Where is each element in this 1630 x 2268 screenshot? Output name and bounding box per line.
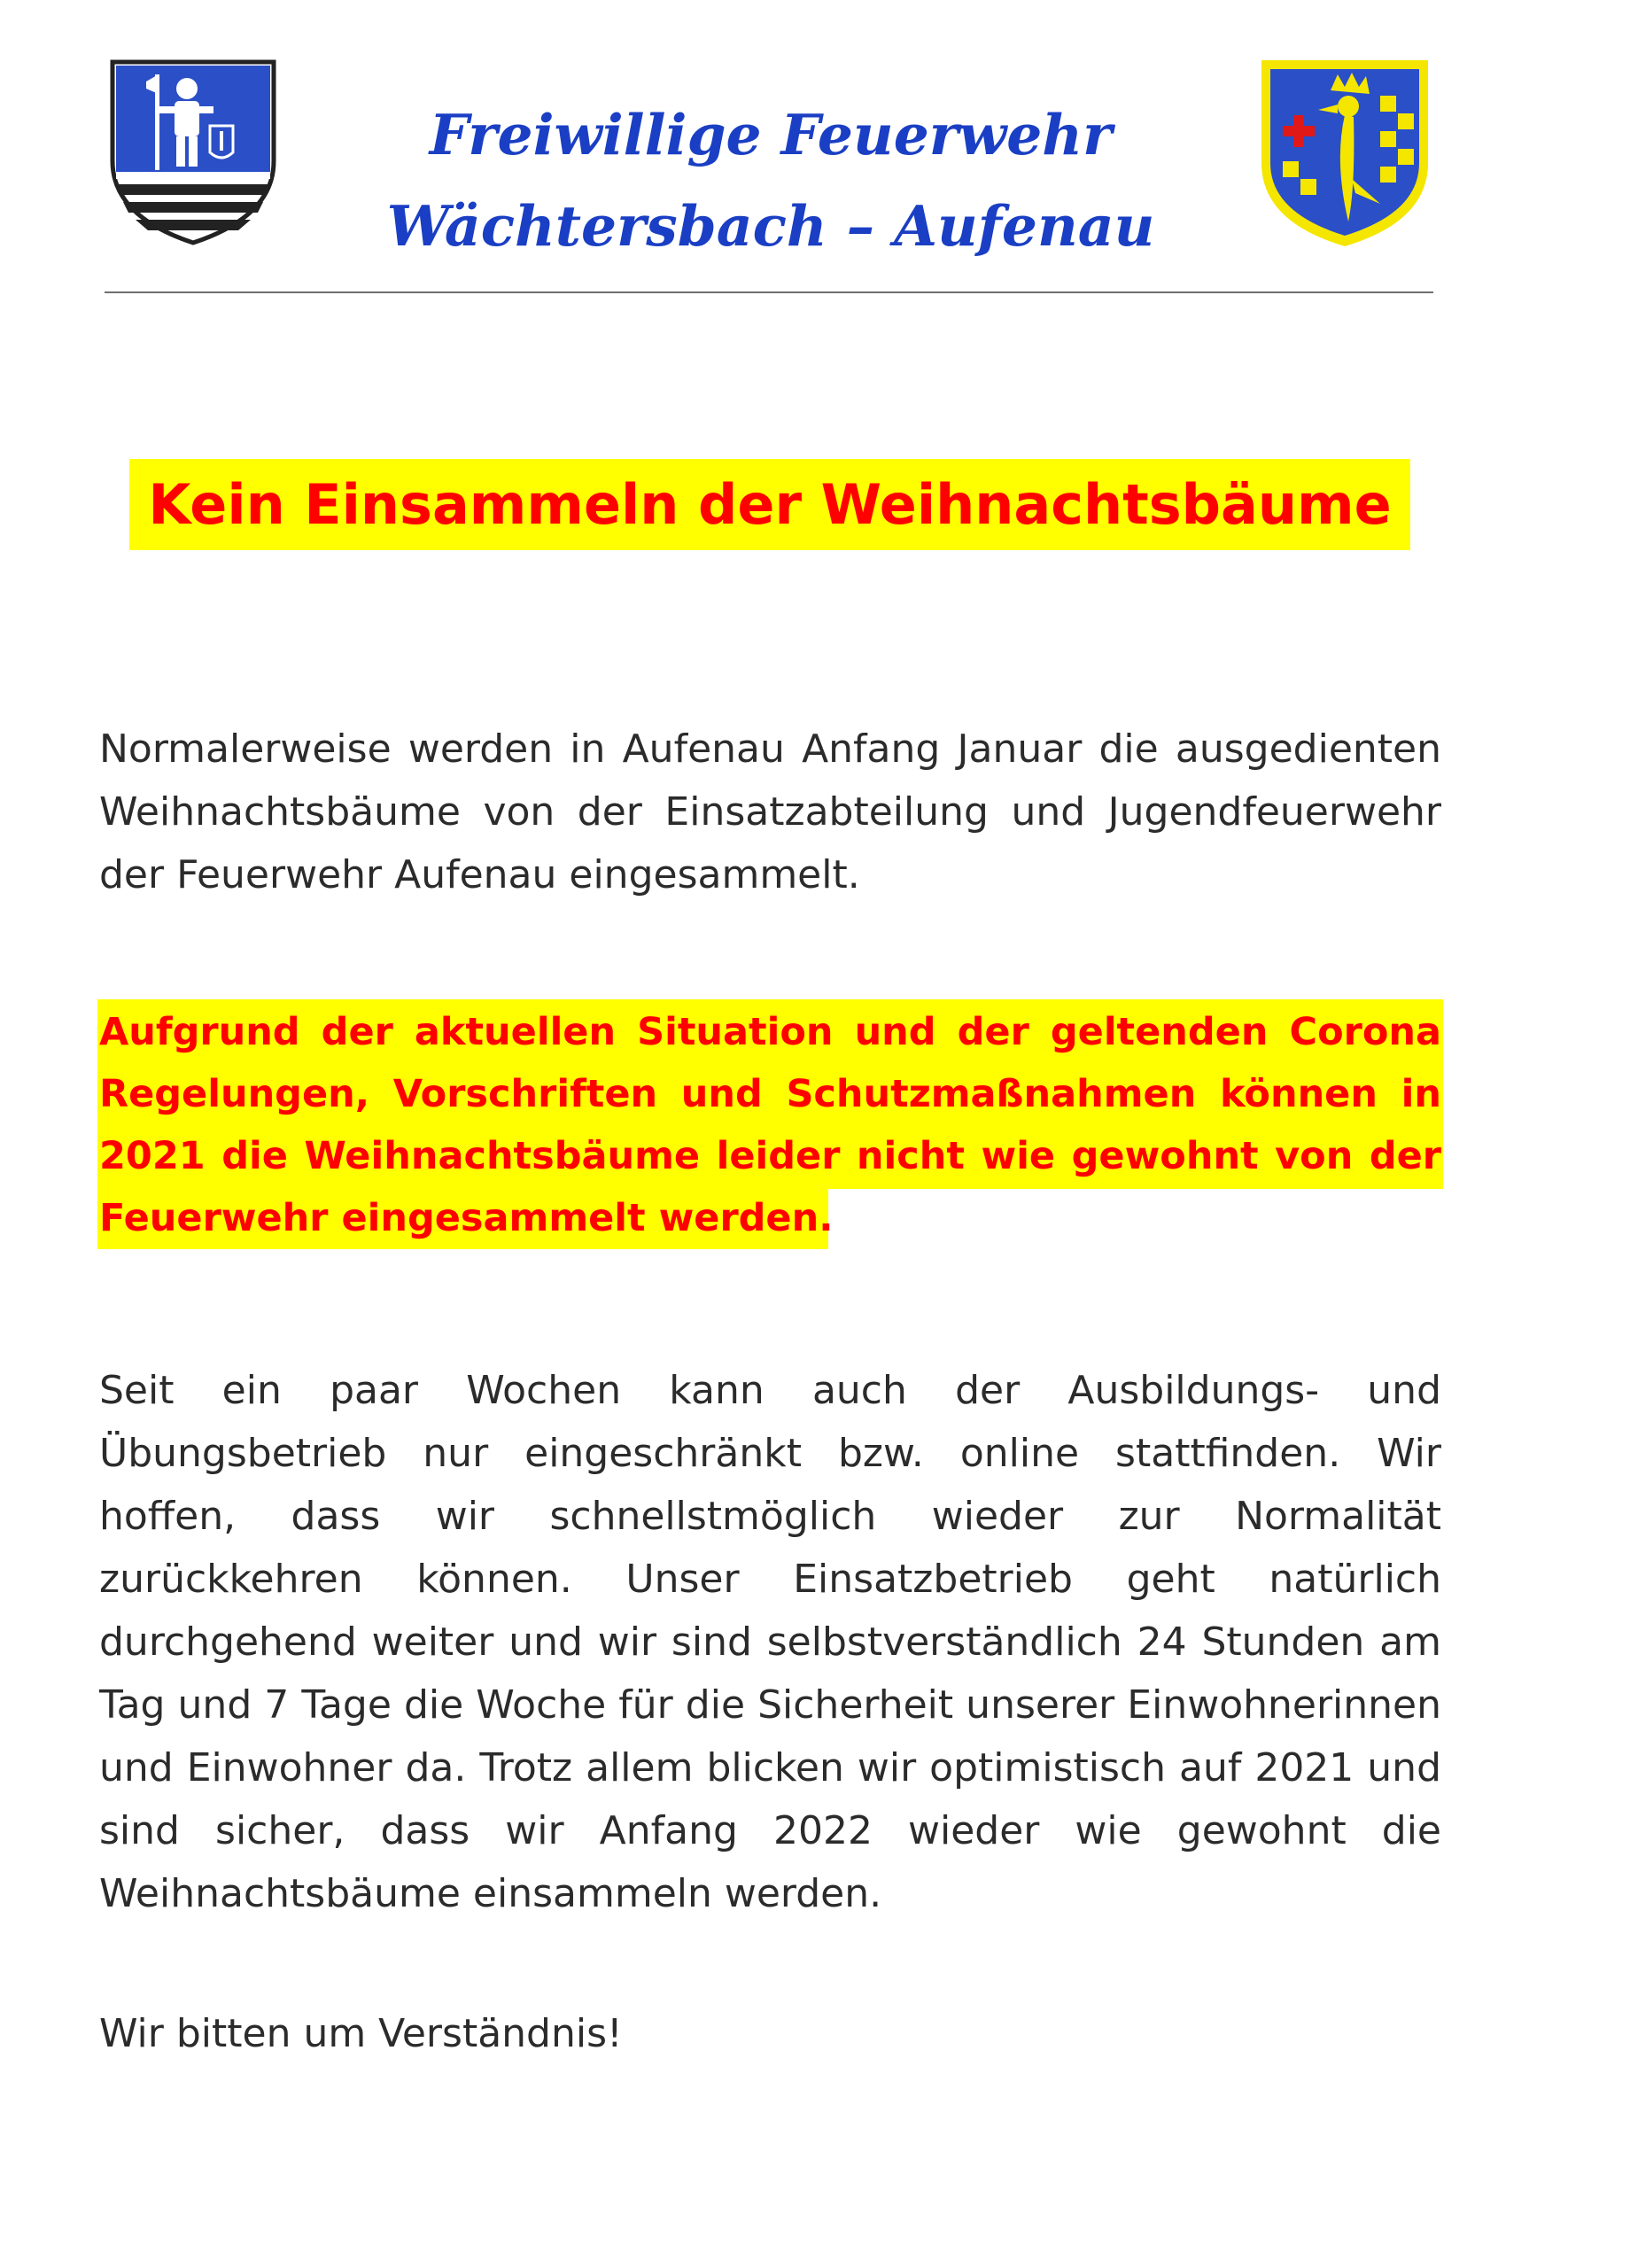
paragraph-cancellation-warning: Aufgrund der aktuellen Situation und der geltenden Corona Regelungen, Vorschriften und Schutzmaßnahmen können in 2021 die Weihnachtsbäume leider nicht wie gewohnt von der Feuerwehr eingesammelt werden. [99, 1010, 1441, 1240]
village-coat-of-arms-icon [1256, 55, 1433, 252]
org-name-line-1: Freiwillige Feuerwehr [429, 102, 1113, 167]
city-coat-of-arms-knight-icon [100, 55, 286, 248]
paragraph-training-status: Seit ein paar Wochen kann auch der Ausbildungs- und Übungsbetrieb nur eingeschränkt bzw. online stattfinden. Wir hoffen, dass wir schnellstmöglich wieder zur Normalität zurückkehren können. Unser Einsatzbetrieb geht natürlich durchgehend weiter und wir sind selbstverständlich 24 Stunden am Tag und 7 Tage die Woche für die Sicherheit unserer Einwohnerinnen und Einwohner da. Trotz allem blicken wir optimistisch auf 2021 und sind sicher, dass wir Anfang 2022 wieder wie gewohnt die Weihnachtsbäume einsammeln werden. [99, 1368, 1441, 1916]
org-name-line-2: Wächtersbach – Aufenau [386, 193, 1155, 259]
notice-headline: Kein Einsammeln der Weihnachtsbäume [148, 472, 1392, 537]
headline-highlight [129, 459, 1410, 550]
header-divider [105, 291, 1433, 293]
paragraph-usual-collection: Normalerweise werden in Aufenau Anfang Januar die ausgedienten Weihnachtsbäume von der Einsatzabteilung und Jugendfeuerwehr der Feuerwehr Aufenau eingesammelt. [99, 726, 1441, 897]
closing-line: Wir bitten um Verständnis! [99, 2011, 623, 2056]
